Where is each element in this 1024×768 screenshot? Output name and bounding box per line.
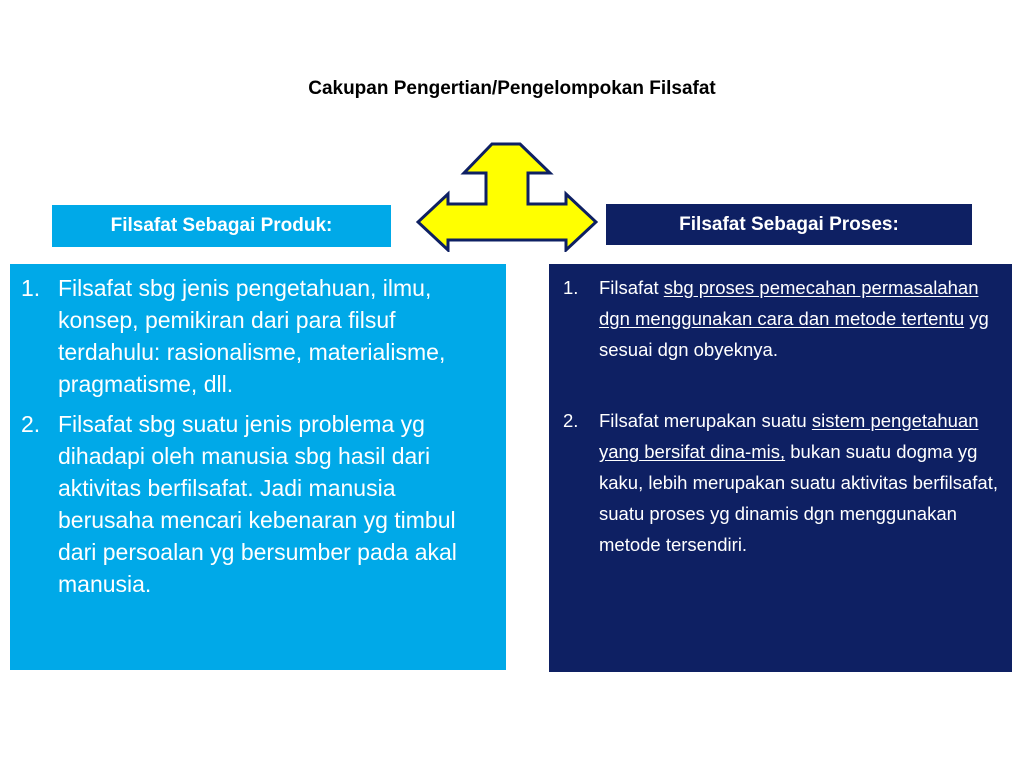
produk-item-1-number: 1.	[21, 275, 41, 301]
produk-item-1-text: Filsafat sbg jenis pengetahuan, ilmu, konsep, pemikiran dari para filsuf terdahulu: rasionalisme, materialisme, pragmatisme, dll.	[58, 275, 446, 397]
proses-header: Filsafat Sebagai Proses:	[606, 204, 972, 245]
arrow-shape	[418, 144, 596, 250]
produk-header: Filsafat Sebagai Produk:	[52, 205, 391, 247]
proses-item-1	[563, 272, 1002, 365]
proses-item-2	[563, 405, 1002, 560]
produk-panel	[10, 264, 506, 670]
proses-item-2-text-before: Filsafat merupakan suatu	[599, 410, 812, 431]
proses-panel	[549, 264, 1012, 672]
page-title: Cakupan Pengertian/Pengelompokan Filsafat	[308, 78, 716, 99]
proses-item-1-text-after: yg sesuai dgn obyeknya.	[599, 308, 989, 360]
proses-item-1-text-before: Filsafat	[599, 277, 664, 298]
produk-item-1	[21, 272, 490, 400]
proses-item-2-text	[599, 405, 1002, 560]
proses-item-2-text-after: bukan suatu dogma yg kaku, lebih merupakan suatu aktivitas berfilsafat, suatu proses yg dinamis dgn menggunakan metode tersendiri.	[599, 441, 998, 555]
proses-item-1-number: 1.	[563, 277, 579, 298]
produk-item-2	[21, 408, 490, 600]
three-way-arrow-icon	[416, 142, 598, 252]
proses-item-1-underlined: sbg proses pemecahan permasalahan dgn menggunakan cara dan metode tertentu	[599, 277, 979, 329]
produk-item-2-text: Filsafat sbg suatu jenis problema yg dihadapi oleh manusia sbg hasil dari aktivitas berfilsafat. Jadi manusia berusaha mencari kebenaran yg timbul dari persoalan yg bersumber pada akal manusia.	[58, 411, 457, 597]
proses-item-1-text	[599, 272, 1002, 365]
proses-item-2-number: 2.	[563, 410, 579, 431]
proses-item-2-underlined: sistem pengetahuan yang bersifat dina-mis,	[599, 410, 979, 462]
produk-item-2-number: 2.	[21, 411, 41, 437]
